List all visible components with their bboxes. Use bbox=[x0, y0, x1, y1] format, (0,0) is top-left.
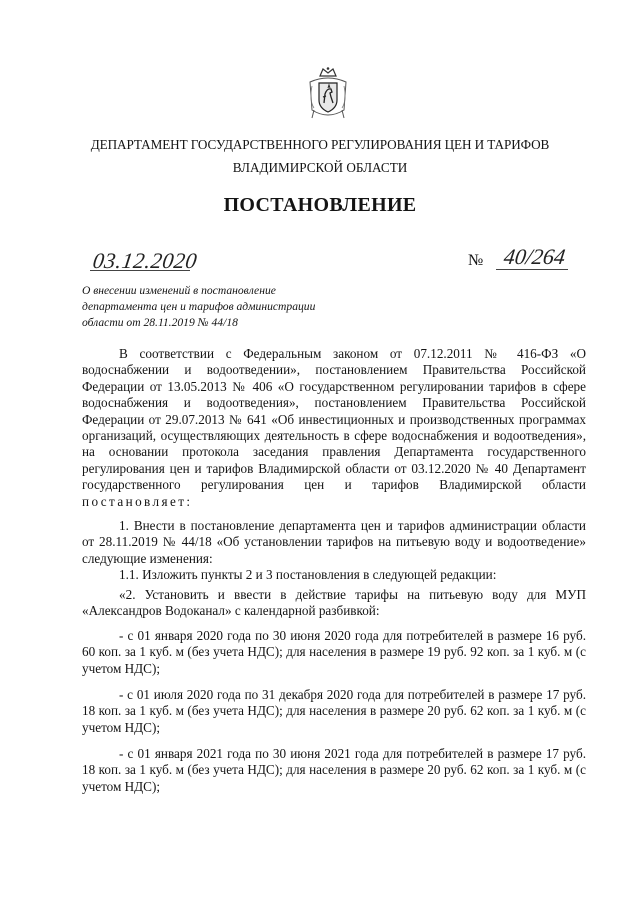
document-number: 40/264 bbox=[502, 244, 567, 269]
item-1-paragraph: 1. Внести в постановление департамента цен и тарифов администрации области от 28.11.2019 № 44/18 «Об установлении тарифов на питьевую воду и водоотведение» следующие изменения: bbox=[82, 518, 586, 566]
coat-of-arms-icon bbox=[306, 66, 350, 122]
number-underline bbox=[496, 269, 568, 270]
number-label: № bbox=[468, 252, 484, 269]
document-date: 03.12.2020 bbox=[91, 248, 199, 273]
tariff-paragraph-3: - с 01 января 2021 года по 30 июня 2021 года для потребителей в размере 17 руб. 18 коп. за 1 куб. м (без учета НДС); для населения в размере 20 руб. 62 коп. за 1 куб. м (с учетом НДС); bbox=[82, 746, 586, 794]
document-title: ПОСТАНОВЛЕНИЕ bbox=[223, 194, 417, 216]
tariff-paragraph-2: - с 01 июля 2020 года по 31 декабря 2020 года для потребителей в размере 17 руб. 18 коп. за 1 куб. м (без учета НДС); для населения в размере 20 руб. 62 коп. за 1 куб. м (с учетом НДС); bbox=[82, 687, 586, 735]
item-1-1-paragraph: 1.1. Изложить пункты 2 и 3 постановления в следующей редакции: bbox=[119, 567, 497, 582]
resolves-text: постановляет: bbox=[82, 493, 193, 509]
document-subject: О внесении изменений в постановление департамента цен и тарифов администрации области от 28.11.2019 № 44/18 bbox=[82, 284, 316, 329]
item-2-paragraph: «2. Установить и ввести в действие тарифы на питьевую воду для МУП «Александров Водоканал» с календарной разбивкой: bbox=[82, 587, 586, 619]
tariff-paragraph-1: - с 01 января 2020 года по 30 июня 2020 года для потребителей в размере 16 руб. 60 коп. за 1 куб. м (без учета НДС); для населения в размере 19 руб. 92 коп. за 1 куб. м (с учетом НДС); bbox=[82, 628, 586, 676]
department-name-line2: ВЛАДИМИРСКОЙ ОБЛАСТИ bbox=[232, 160, 408, 175]
date-underline bbox=[90, 270, 190, 271]
preamble-text: В соответствии с Федеральным законом от 07.12.2011 № 416-ФЗ «О водоснабжении и водоотведении», постановлением Правительства Российской Федерации от 13.05.2013 № 406 «О государственном регулировании тарифов в сфере водоснабжения и водоотведения», постановлением Правительства Российской Федерации от 29.07.2013 № 641 «Об инвестиционных и производственных программах организаций, осуществляющих деятельность в сфере водоснабжения и водоотведения», на основании протокола заседания правления Департамента государственного регулирования цен и тарифов Владимирской области от 03.12.2020 № 40 Департамент государственного регулирования цен и тарифов Владимирской области bbox=[82, 346, 586, 493]
preamble-paragraph bbox=[82, 346, 586, 510]
department-name-line1: ДЕПАРТАМЕНТ ГОСУДАРСТВЕННОГО РЕГУЛИРОВАНИЯ ЦЕН И ТАРИФОВ bbox=[90, 137, 550, 152]
